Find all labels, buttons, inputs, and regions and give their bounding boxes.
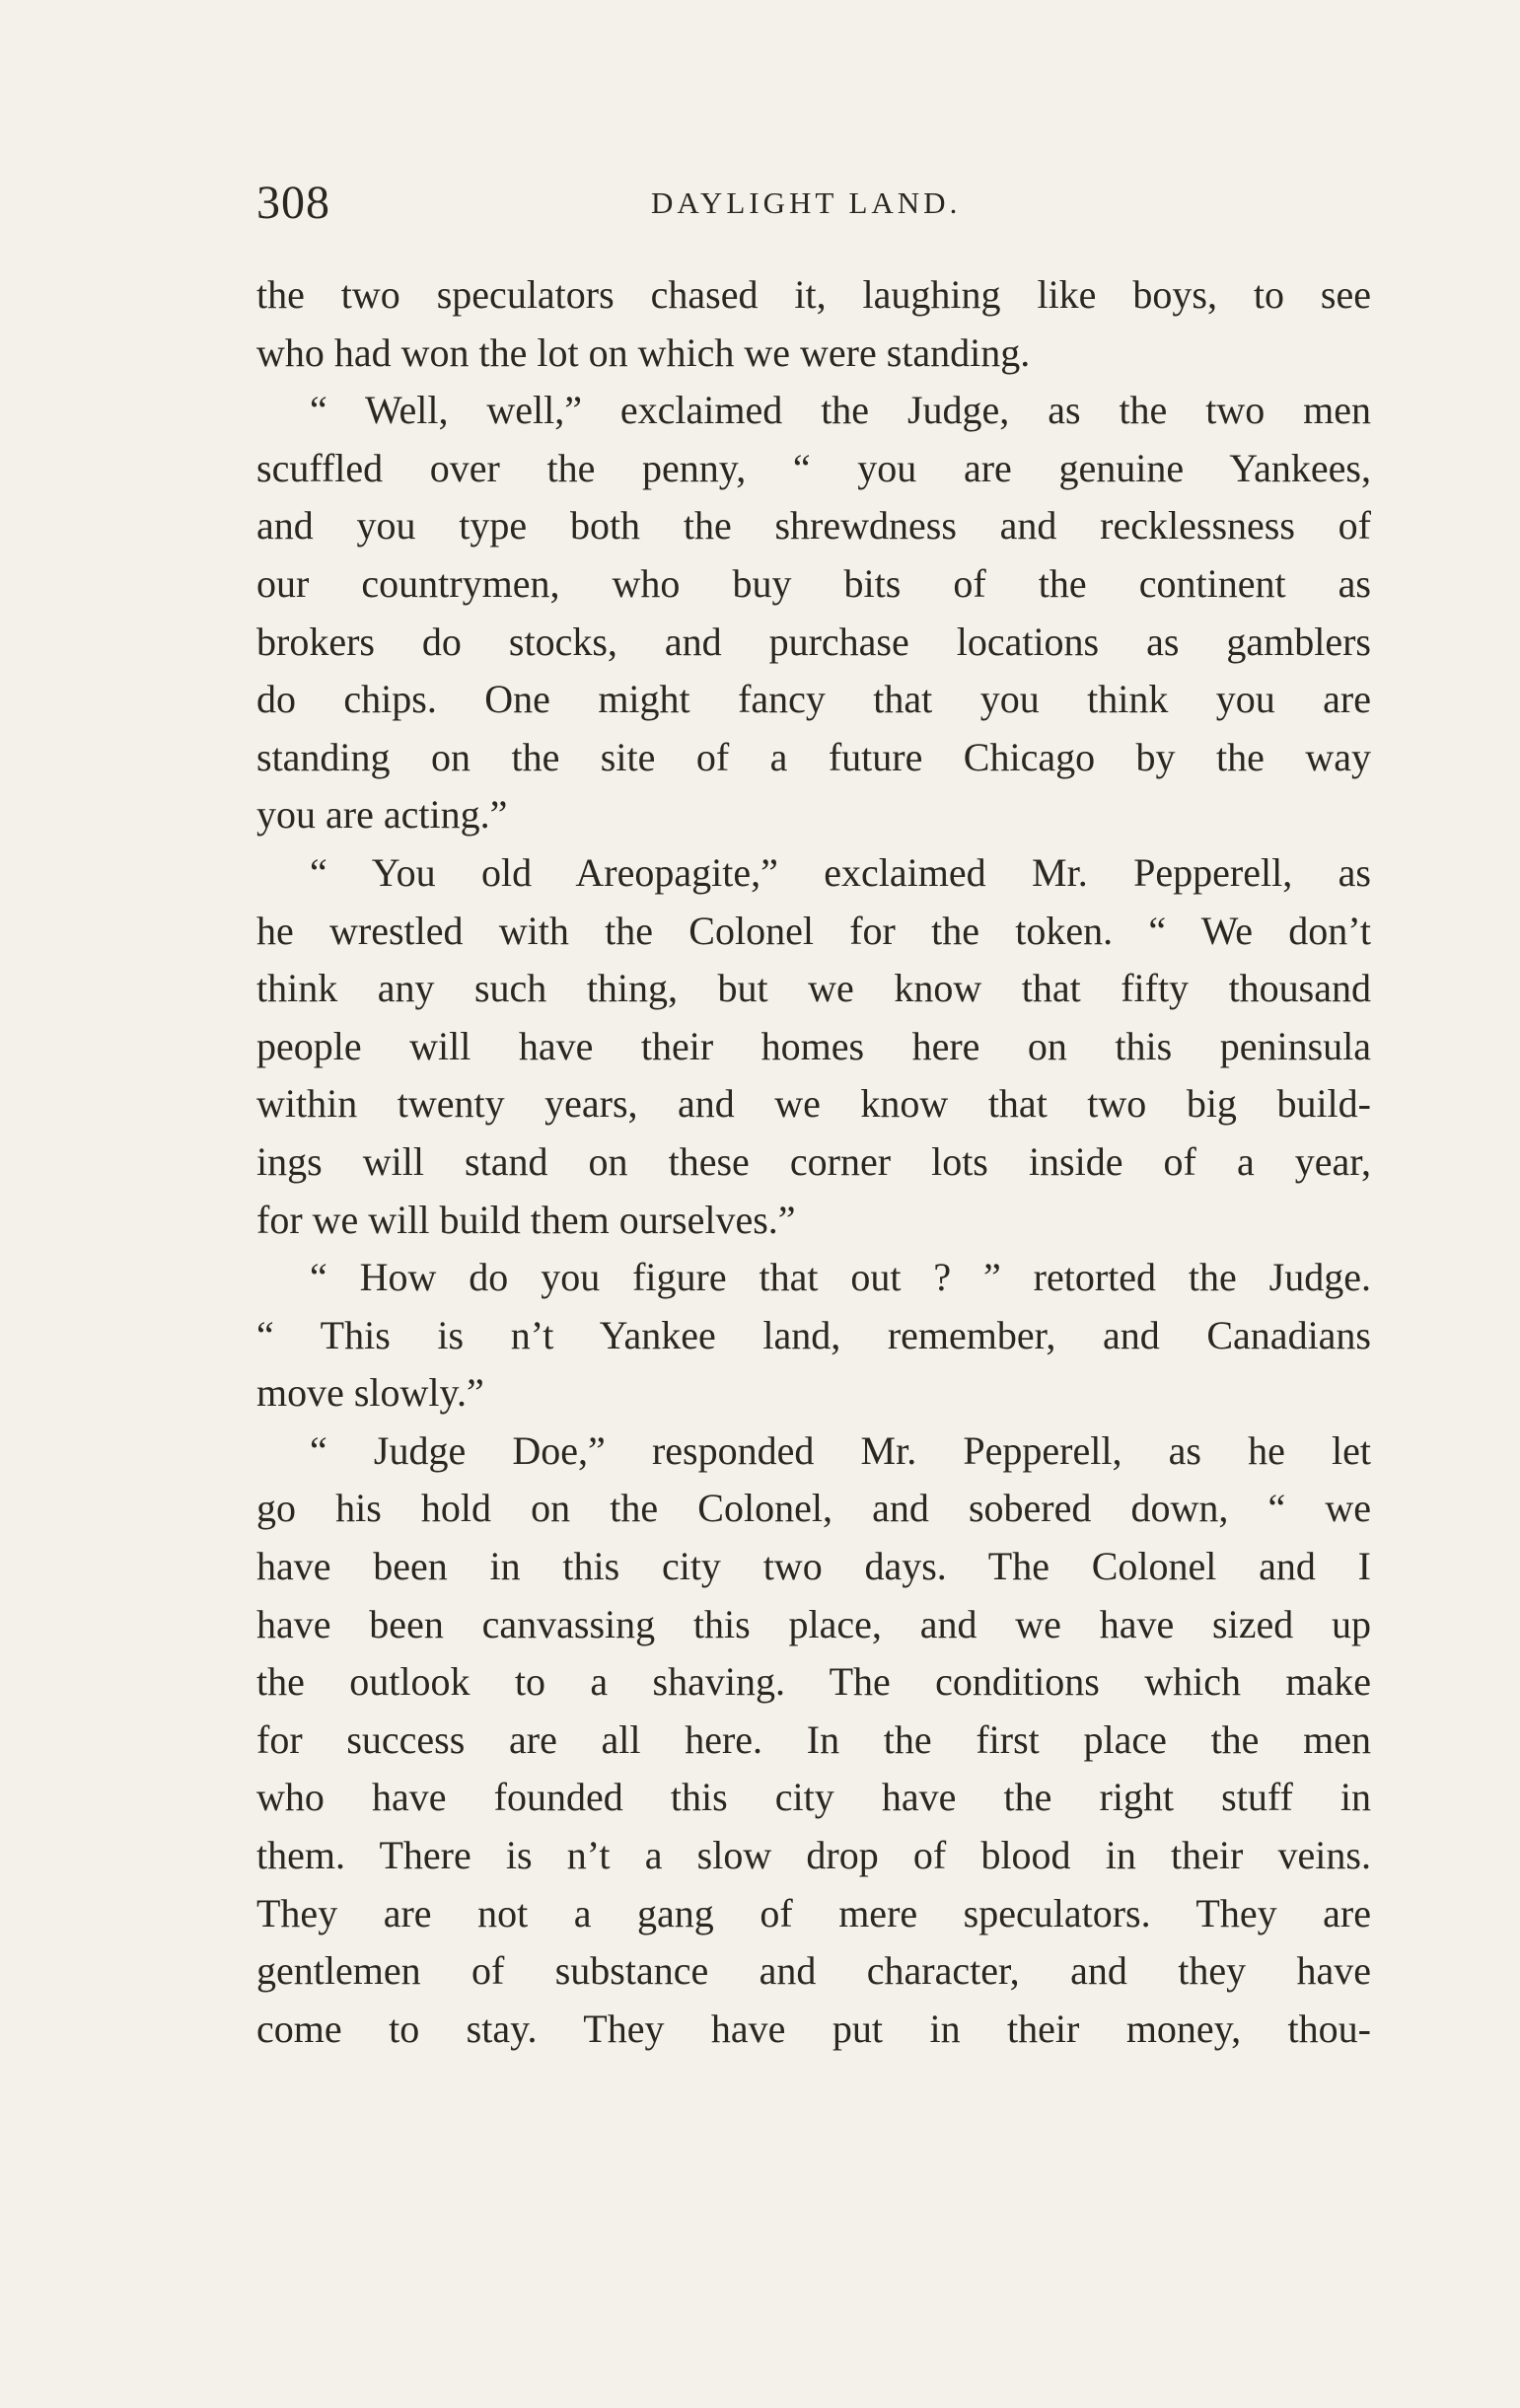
text-line: “ This is n’t Yankee land, remember, and Canadians [256, 1312, 1371, 1357]
text-line: “ Judge Doe,” responded Mr. Pepperell, as he let [310, 1427, 1371, 1473]
text-line: he wrestled with the Colonel for the token. “ We don’t [256, 908, 1371, 953]
text-line: you are acting.” [256, 792, 508, 838]
text-line: standing on the site of a future Chicago by the way [256, 734, 1371, 779]
text-line: go his hold on the Colonel, and sobered down, “ we [256, 1486, 1371, 1531]
body-text [256, 266, 1371, 2058]
text-line: people will have their homes here on this peninsula [256, 1023, 1371, 1068]
text-line: the two speculators chased it, laughing like boys, to see [256, 272, 1371, 317]
text-line: do chips. One might fancy that you think you are [256, 677, 1371, 722]
text-line: for success are all here. In the first place the men [256, 1716, 1371, 1762]
text-line: who have founded this city have the right stuff in [256, 1775, 1371, 1820]
text-line: ings will stand on these corner lots inside of a year, [256, 1138, 1371, 1184]
text-line: gentlemen of substance and character, and they have [256, 1948, 1371, 1994]
text-line: within twenty years, and we know that two big build- [256, 1081, 1371, 1127]
running-title: DAYLIGHT LAND. [651, 185, 962, 220]
text-line: our countrymen, who buy bits of the continent as [256, 560, 1371, 606]
text-line: who had won the lot on which we were standing. [256, 329, 1031, 375]
text-line: “ How do you figure that out ? ” retorted the Judge. [310, 1255, 1371, 1300]
text-line: move slowly.” [256, 1370, 484, 1416]
text-line: “ Well, well,” exclaimed the Judge, as the two men [310, 388, 1371, 433]
text-line: They are not a gang of mere speculators. They are [256, 1890, 1371, 1935]
text-line: have been in this city two days. The Colonel and I [256, 1544, 1371, 1589]
text-line: brokers do stocks, and purchase locations as gamblers [256, 619, 1371, 664]
running-head [256, 176, 1361, 235]
text-line: and you type both the shrewdness and recklessness of [256, 503, 1371, 548]
page-number: 308 [256, 177, 330, 229]
text-line: scuffled over the penny, “ you are genuine Yankees, [256, 445, 1371, 490]
text-line: for we will build them ourselves.” [256, 1197, 796, 1242]
text-line: have been canvassing this place, and we have sized up [256, 1601, 1371, 1646]
text-line: the outlook to a shaving. The conditions which make [256, 1659, 1371, 1705]
text-line: think any such thing, but we know that fifty thousand [256, 966, 1371, 1011]
text-line: come to stay. They have put in their money, thou- [256, 2006, 1371, 2051]
text-line: “ You old Areopagite,” exclaimed Mr. Pepperell, as [310, 849, 1371, 895]
text-line: them. There is n’t a slow drop of blood in their veins. [256, 1833, 1371, 1878]
